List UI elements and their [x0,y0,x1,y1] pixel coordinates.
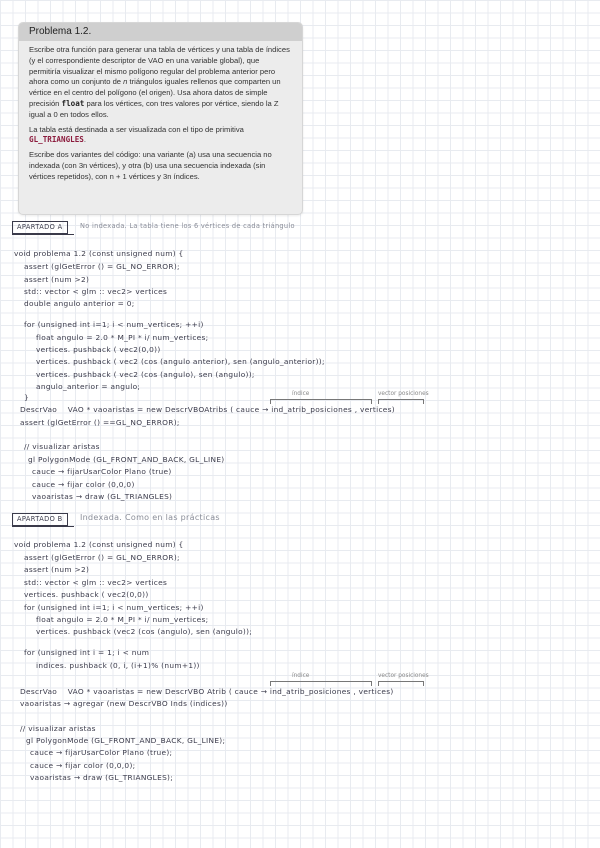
code-line: assert (glGetError () ==GL_NO_ERROR); [20,418,180,427]
problem-text: . [83,135,86,145]
brace [270,399,372,404]
problem-paragraph-3: Escribe dos variantes del código: una variante (a) usa una secuencia no indexada (con 3n vértices), y otra (b) usa una secuencia indexada (sin vértices repetidos), con n + 1 vértices y 3n índices. [29,150,272,181]
code-line: angulo_anterior = angulo; [36,382,141,391]
code-line: cauce → fijar color (0,0,0) [32,480,135,489]
code-line: gl PolygonMode (GL_FRONT_AND_BACK, GL_LINE); [26,736,226,745]
code-line: cauce → fijarUsarColor Plano (true) [32,467,172,476]
code-line: vertices. pushback ( vec2 (cos (angulo anterior), sen (angulo_anterior)); [36,357,325,366]
code-line: assert (num >2) [24,275,90,284]
keyword-float: float [61,98,85,108]
code-line: cauce → fijar color (0,0,0); [30,761,136,770]
code-line: assert (glGetError () = GL_NO_ERROR); [24,262,180,271]
code-line: vaoaristas → draw (GL_TRIANGLES) [32,492,173,501]
code-line: for (unsigned int i=1; i < num_vertices; ++i) [24,320,204,329]
code-line: vertices. pushback ( vec2(0,0)) [24,590,149,599]
section-a-note: No indexada. La tabla tiene los 6 vértices de cada triángulo [80,222,295,230]
code-comment: // visualizar aristas [20,724,96,733]
code-line: DescrVao VAO * vaoaristas = new DescrVBOAtribs ( cauce → ind_atrib_posiciones , vertices) [20,405,395,414]
code-line: double angulo anterior = 0; [24,299,135,308]
problem-body [19,41,302,183]
code-line: vaoaristas → draw (GL_TRIANGLES); [30,773,174,782]
code-line: gl PolygonMode (GL_FRONT_AND_BACK, GL_LINE) [28,455,225,464]
code-line: assert (glGetError () = GL_NO_ERROR); [24,553,180,562]
code-line: void problema 1.2 (const unsigned num) { [14,249,184,258]
problem-text: para los vértices, con tres valores por vértice, siendo la Z igual a 0 en todos ellos. [29,98,279,119]
code-line: assert (num >2) [24,565,90,574]
brace [270,681,372,686]
code-comment: // visualizar aristas [24,442,100,451]
code-line: vertices. pushback ( vec2 (cos (angulo), sen (angulo)); [36,370,255,379]
annotation-indice: índice [292,391,310,397]
problem-text: triángulos iguales rellenos que comparten un vértice en el centro del polígono (el origen). Usa ahora datos de simple precisión [29,77,281,108]
code-line: std:: vector < glm :: vec2> vertices [24,287,168,296]
section-b-tag: APARTADO B [12,513,68,526]
section-b-underline [12,526,74,527]
section-a-tag: APARTADO A [12,221,68,234]
problem-paragraph-2 [29,125,292,147]
keyword-gl-triangles: GL_TRIANGLES [29,135,84,145]
code-line: std:: vector < glm :: vec2> vertices [24,578,168,587]
annotation-vector-posiciones: vector posiciones [378,673,429,679]
section-a-underline [12,234,74,235]
problem-paragraph-1 [29,45,292,121]
problem-text: La tabla está destinada a ser visualizada con el tipo de primitiva [29,124,244,134]
section-b-note: Indexada. Como en las prácticas [80,513,220,522]
code-line: float angulo = 2.0 * M_PI * i/ num_vertices; [36,333,209,342]
code-line: void problema 1.2 (const unsigned num) { [14,540,184,549]
code-line: for (unsigned int i = 1; i < num [24,648,150,657]
brace [378,681,424,686]
code-line: for (unsigned int i=1; i < num_vertices; ++i) [24,603,204,612]
brace [378,399,424,404]
code-line: indices. pushback (0, i, (i+1)% (num+1)) [36,661,200,670]
code-line: vaoaristas → agregar (new DescrVBO Inds (indices)) [20,699,228,708]
code-line: float angulo = 2.0 * M_PI * i/ num_vertices; [36,615,209,624]
annotation-indice: índice [292,673,310,679]
code-line: vertices. pushback ( vec2(0,0)) [36,345,161,354]
code-line: } [24,393,30,402]
problem-box [18,22,303,215]
code-line: vertices. pushback (vec2 (cos (angulo), sen (angulo)); [36,627,253,636]
problem-text: Escribe otra función para generar una tabla de vértices y una tabla de índices (y el correspondiente descriptor de VAO en una variable global), que permitiría visualizar el mismo polígono regular del problema anterior pero ahora como un conjunto de [29,45,290,87]
annotation-vector-posiciones: vector posiciones [378,391,429,397]
problem-title: Problema 1.2. [19,23,302,41]
code-line: cauce → fijarUsarColor Plano (true); [30,748,173,757]
code-line: DescrVao VAO * vaoaristas = new DescrVBO Atrib ( cauce → ind_atrib_posiciones , vertices) [20,687,394,696]
math-n: n [123,77,128,87]
